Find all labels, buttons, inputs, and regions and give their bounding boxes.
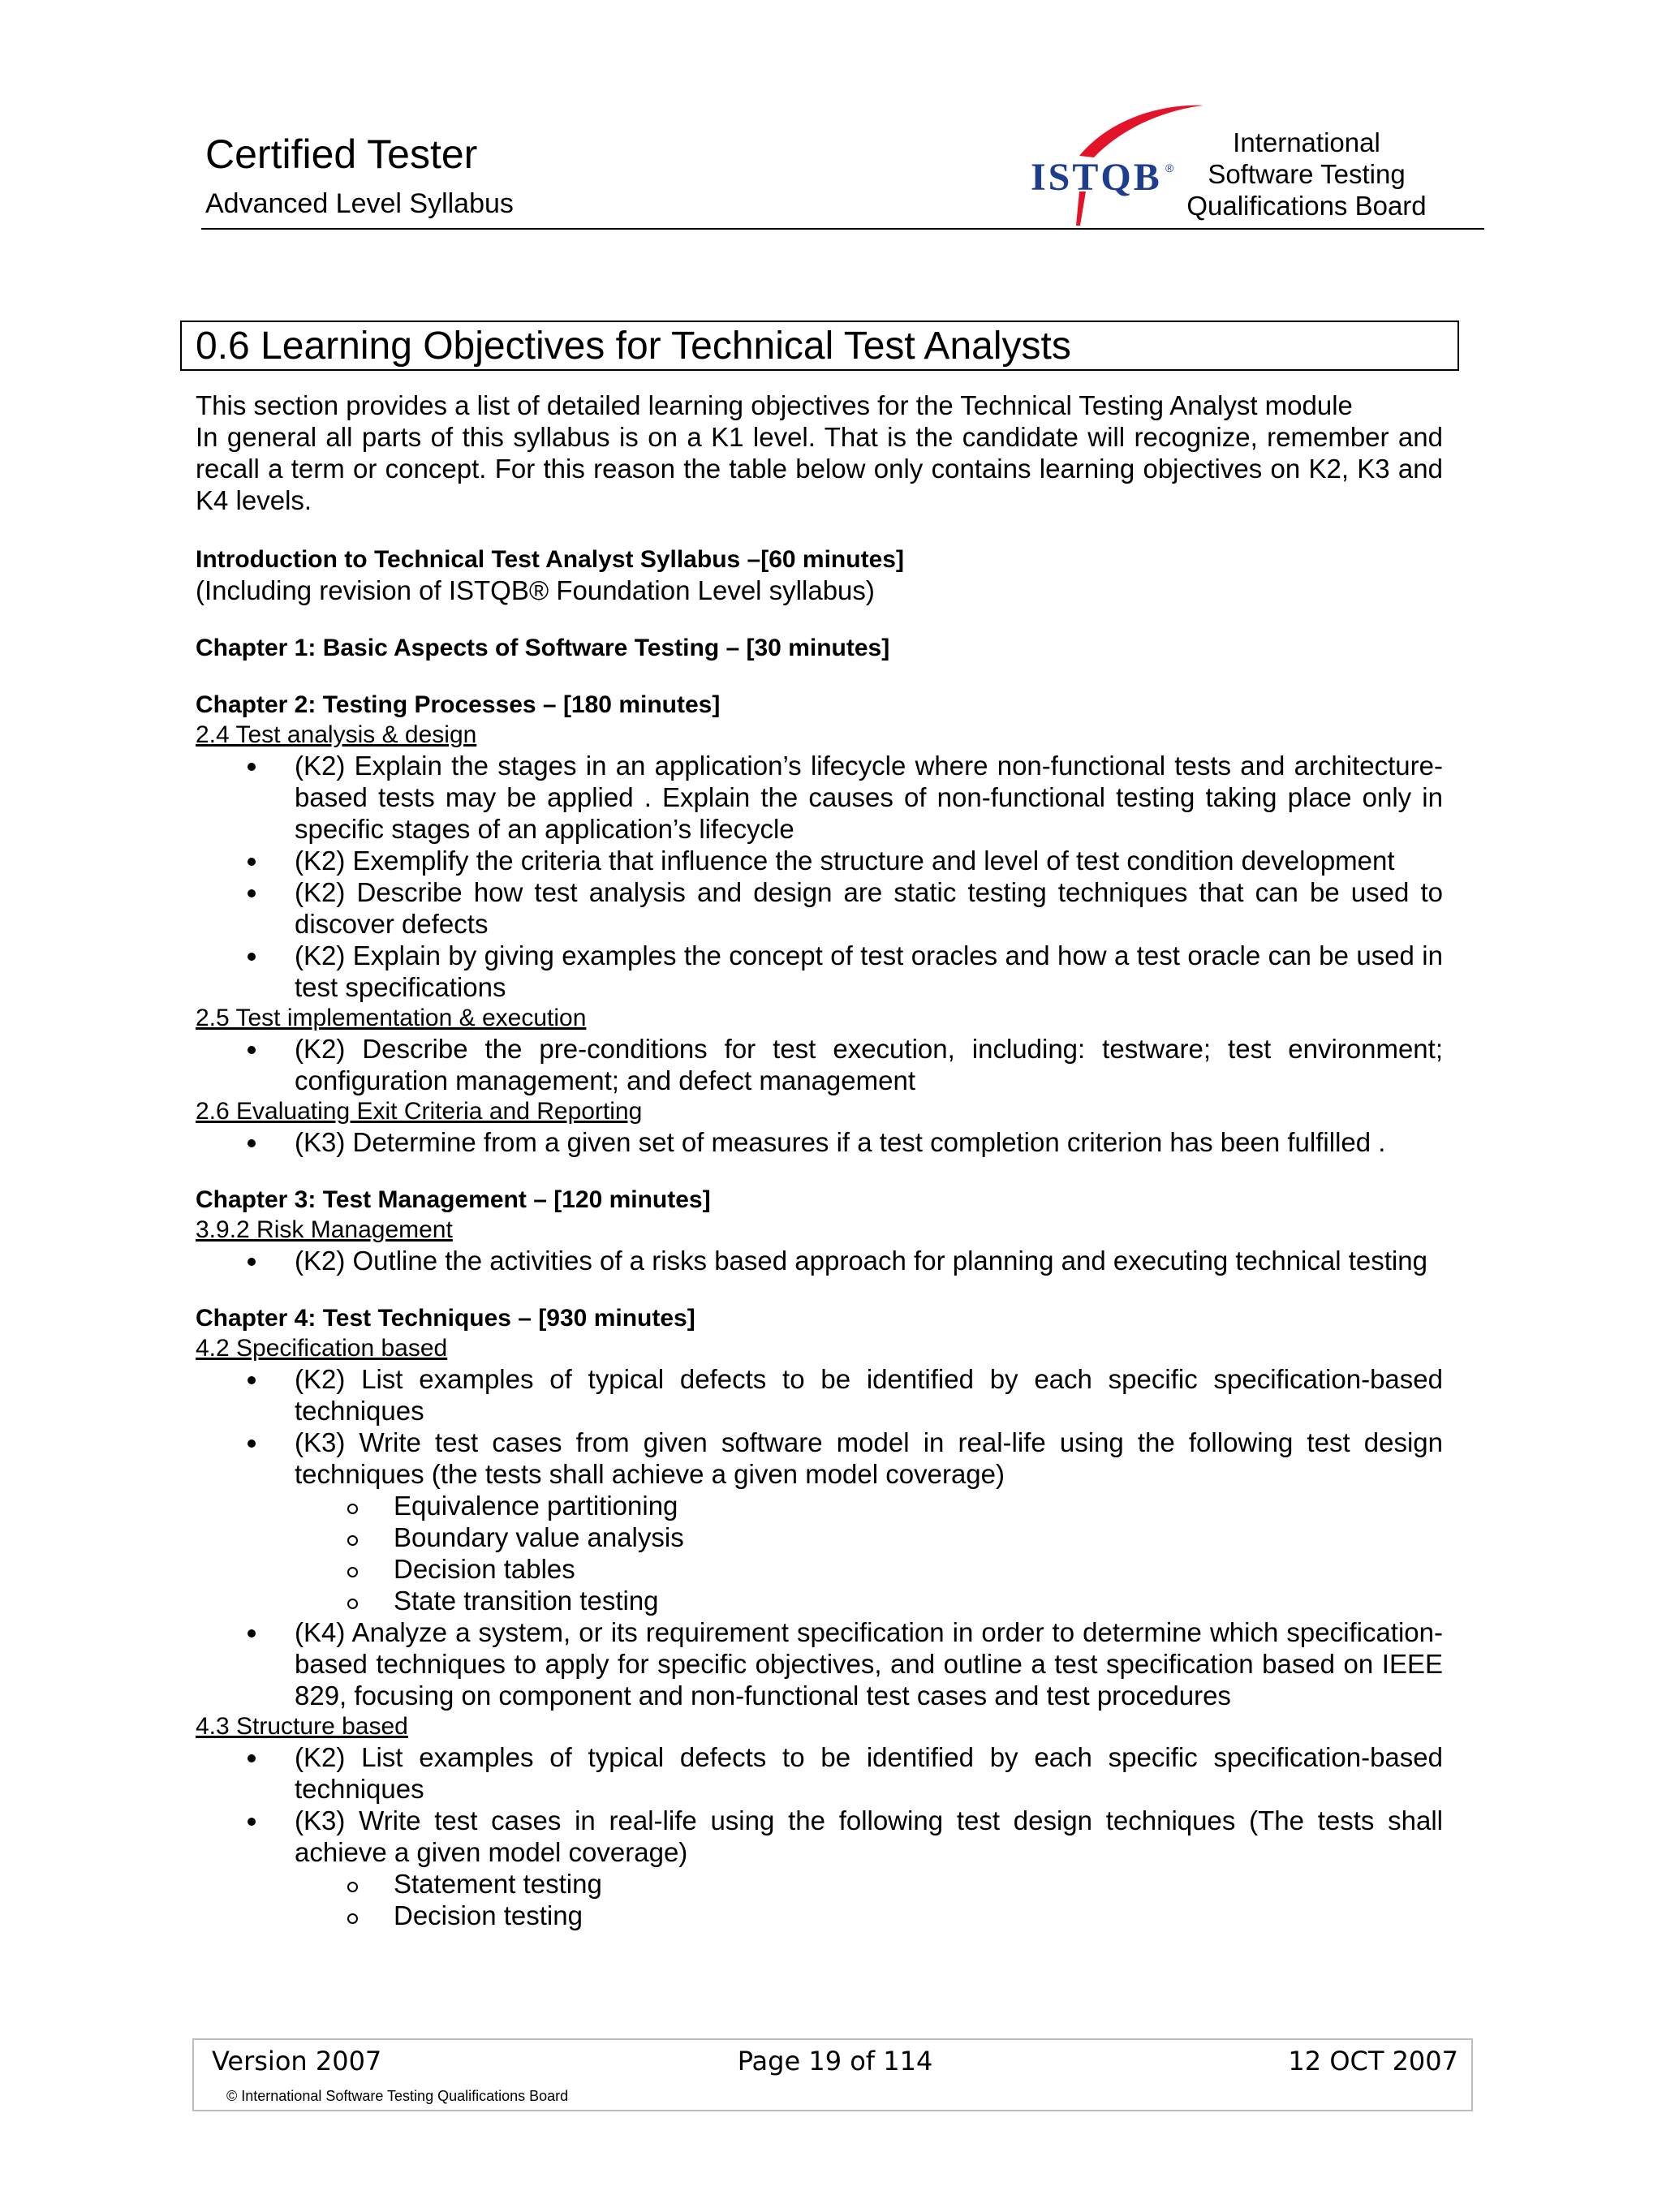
technique-item: Equivalence partitioning: [295, 1490, 1443, 1521]
org-line: Software Testing: [1208, 159, 1406, 189]
org-line: Qualifications Board: [1186, 191, 1427, 221]
chapter-2-heading: Chapter 2: Testing Processes – [180 minutes]: [196, 691, 721, 718]
objectives-2-6: [196, 1126, 1443, 1158]
intro-block-heading: Introduction to Technical Test Analyst Syllabus –[60 minutes]: [196, 546, 904, 573]
subsection-3-9-2: 3.9.2 Risk Management: [196, 1216, 453, 1243]
technique-item: Boundary value analysis: [295, 1521, 1443, 1553]
objectives-3-9-2: [196, 1245, 1443, 1276]
objective-item: [196, 1805, 1443, 1931]
objective-item: (K2) Explain the stages in an application’s lifecycle where non-functional tests and architecture-based tests may be applied . Explain the causes of non-functional testing taking place only in specific stages of an application’s lifecycle: [196, 750, 1443, 845]
logo-registered-mark: ®: [1165, 161, 1174, 174]
objective-text: (K3) Write test cases in real-life using the following test design techniques (The tests shall achieve a given model coverage): [295, 1805, 1443, 1867]
objectives-2-4: [196, 750, 1443, 1003]
objectives-4-3: [196, 1741, 1443, 1931]
header-title: Certified Tester: [205, 131, 478, 177]
intro-line: This section provides a list of detailed learning objectives for the Technical Testing Analyst module: [196, 390, 1353, 420]
objective-item: (K2) Describe the pre-conditions for test execution, including: testware; test environment; configuration management; and defect management: [196, 1033, 1443, 1096]
technique-list: [295, 1868, 1443, 1931]
header-subtitle: Advanced Level Syllabus: [205, 188, 514, 219]
footer-row: [212, 2045, 1458, 2077]
technique-item: State transition testing: [295, 1585, 1443, 1616]
objectives-4-2: [196, 1363, 1443, 1711]
chapter-3-heading: Chapter 3: Test Management – [120 minutes]: [196, 1186, 711, 1213]
chapter-1-heading: Chapter 1: Basic Aspects of Software Testing – [30 minutes]: [196, 635, 890, 661]
objective-item: (K4) Analyze a system, or its requirement specification in order to determine which specification-based techniques to apply for specific objectives, and outline a test specification based on IEEE 829, focusing on component and non-functional test cases and test procedures: [196, 1616, 1443, 1711]
objective-item: (K2) Exemplify the criteria that influence the structure and level of test condition development: [196, 845, 1443, 876]
objective-item: (K2) List examples of typical defects to be identified by each specific specification-based techniques: [196, 1363, 1443, 1427]
subsection-4-2: 4.2 Specification based: [196, 1335, 448, 1362]
objective-item: (K2) List examples of typical defects to be identified by each specific specification-based techniques: [196, 1741, 1443, 1805]
footer-date: 12 OCT 2007: [1288, 2046, 1458, 2076]
header-organization: [1177, 127, 1436, 222]
footer-copyright: © International Software Testing Qualifications Board: [226, 2088, 569, 2104]
objective-item: (K3) Determine from a given set of measures if a test completion criterion has been fulfilled .: [196, 1126, 1443, 1158]
subsection-2-4: 2.4 Test analysis & design: [196, 721, 477, 748]
technique-item: Decision testing: [295, 1900, 1443, 1931]
technique-item: Statement testing: [295, 1868, 1443, 1900]
technique-item: Decision tables: [295, 1553, 1443, 1585]
section-heading: 0.6 Learning Objectives for Technical Test Analysts: [196, 325, 1071, 368]
subsection-4-3: 4.3 Structure based: [196, 1713, 408, 1740]
objective-item: [196, 1427, 1443, 1616]
intro-line: In general all parts of this syllabus is on a K1 level. That is the candidate will recognize, remember and recall a term or concept. For this reason the table below only contains learning objectives on K2, K3 and K4 levels.: [196, 422, 1443, 515]
logo-wordmark: ISTQB: [1031, 156, 1162, 199]
subsection-2-5: 2.5 Test implementation & execution: [196, 1005, 587, 1031]
objective-item: (K2) Outline the activities of a risks based approach for planning and executing technical testing: [196, 1245, 1443, 1276]
intro-paragraph: [196, 389, 1443, 516]
footer-version: Version 2007: [212, 2046, 382, 2076]
technique-list: [295, 1490, 1443, 1616]
footer-page-number: Page 19 of 114: [737, 2046, 933, 2076]
objective-item: (K2) Explain by giving examples the concept of test oracles and how a test oracle can be used in test specifications: [196, 940, 1443, 1003]
page-footer: [192, 2038, 1473, 2111]
intro-block-note: (Including revision of ISTQB® Foundation Level syllabus): [196, 575, 875, 605]
objectives-2-5: [196, 1033, 1443, 1096]
objective-item: (K2) Describe how test analysis and design are static testing techniques that can be used to discover defects: [196, 876, 1443, 940]
chapter-4-heading: Chapter 4: Test Techniques – [930 minutes]: [196, 1305, 695, 1332]
section-heading-box: [180, 321, 1459, 371]
org-line: International: [1233, 127, 1380, 157]
subsection-2-6: 2.6 Evaluating Exit Criteria and Reporting: [196, 1098, 643, 1125]
objective-text: (K3) Write test cases from given software model in real-life using the following test design techniques (the tests shall achieve a given model coverage): [295, 1427, 1443, 1489]
header-divider: [201, 228, 1484, 230]
main-content: [196, 389, 1443, 1931]
